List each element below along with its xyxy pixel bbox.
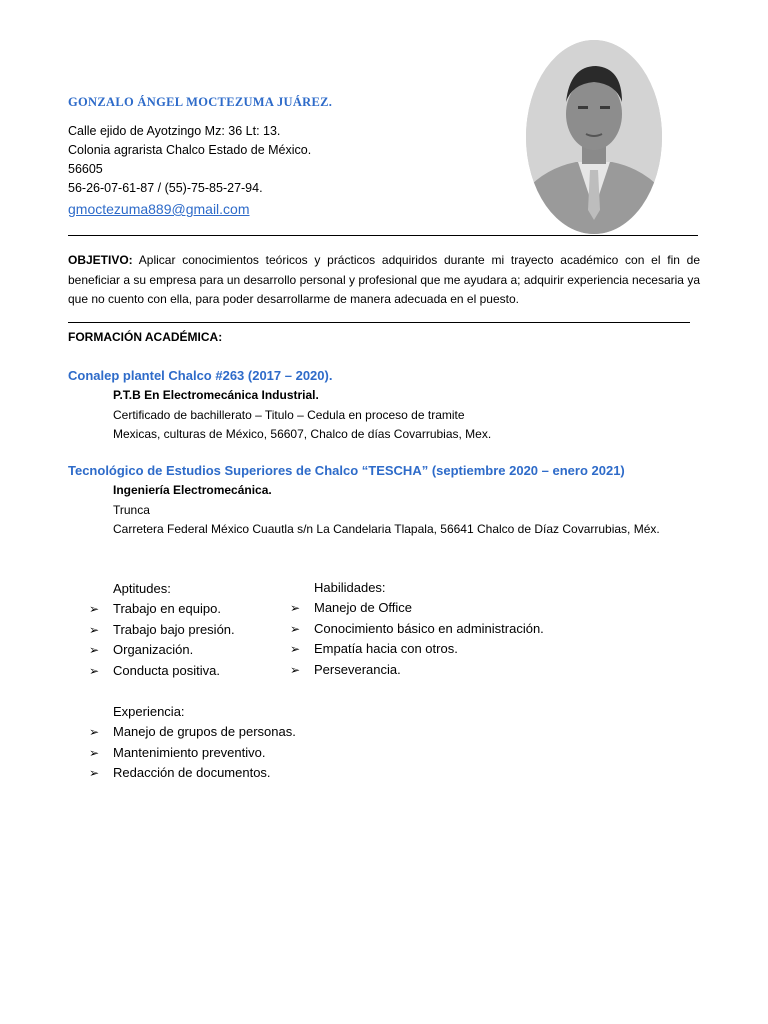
arrow-bullet-icon: ➢ (89, 602, 100, 616)
habilidades-title: Habilidades: (314, 580, 386, 595)
aptitudes-list (89, 599, 235, 681)
list-item: ➢ Conocimiento básico en administración. (290, 619, 544, 640)
arrow-bullet-icon: ➢ (89, 725, 100, 739)
degree-title: P.T.B En Electromecánica Industrial. (113, 388, 319, 402)
list-item: ➢ Manejo de grupos de personas. (89, 722, 296, 743)
objective-paragraph (68, 251, 700, 310)
list-item: ➢ Manejo de Office (290, 598, 544, 619)
list-item: ➢ Mantenimiento preventivo. (89, 743, 296, 764)
divider-middle (68, 322, 690, 323)
arrow-bullet-icon: ➢ (89, 663, 100, 678)
contact-block (68, 122, 508, 198)
experiencia-list (89, 722, 296, 784)
degree-status: Trunca (113, 502, 150, 517)
habilidades-list (290, 598, 544, 680)
list-item: ➢ Perseverancia. (290, 660, 544, 681)
arrow-bullet-icon: ➢ (290, 621, 301, 636)
school-address: Mexicas, culturas de México, 56607, Chalco de días Covarrubias, Mex. (113, 427, 492, 441)
candidate-name: GONZALO ÁNGEL MOCTEZUMA JUÁREZ. (68, 95, 333, 109)
list-item: ➢ Organización. (89, 640, 235, 661)
education-entry-details (113, 481, 660, 540)
list-item: ➢ Redacción de documentos. (89, 763, 296, 784)
email-link[interactable]: gmoctezuma889@gmail.com (68, 201, 250, 217)
postal-code: 56605 (68, 162, 103, 176)
degree-title: Ingeniería Electromecánica. (113, 483, 272, 497)
list-item: ➢ Trabajo bajo presión. (89, 620, 235, 641)
divider-top (68, 235, 698, 236)
aptitudes-title: Aptitudes: (113, 581, 171, 596)
address-line-1: Calle ejido de Ayotzingo Mz: 36 Lt: 13. (68, 124, 281, 138)
arrow-bullet-icon: ➢ (89, 643, 100, 657)
arrow-bullet-icon: ➢ (290, 642, 301, 656)
list-item: ➢ Conducta positiva. (89, 661, 235, 682)
list-item: ➢ Trabajo en equipo. (89, 599, 235, 620)
arrow-bullet-icon: ➢ (290, 662, 301, 677)
school-name: Conalep plantel Chalco #263 (2017 – 2020). (68, 368, 333, 383)
list-item: ➢ Empatía hacia con otros. (290, 639, 544, 660)
profile-photo (526, 40, 662, 234)
arrow-bullet-icon: ➢ (89, 766, 100, 780)
objective-text: Aplicar conocimientos teóricos y prácticos adquiridos durante mi trayecto académico con el fin de beneficiar a su empresa para un desarrollo personal y profesional que me ayudara a; adquirir experiencia necesaria ya que no cuento con ella, para poder desarrollarme de manera adecuada en el puesto. (68, 253, 700, 306)
education-title: FORMACIÓN ACADÉMICA: (68, 330, 223, 344)
arrow-bullet-icon: ➢ (89, 745, 100, 760)
phone-numbers: 56-26-07-61-87 / (55)-75-85-27-94. (68, 181, 263, 195)
address-line-2: Colonia agrarista Chalco Estado de México. (68, 143, 312, 157)
arrow-bullet-icon: ➢ (89, 622, 100, 637)
education-entry-details (113, 386, 491, 445)
school-name: Tecnológico de Estudios Superiores de Chalco “TESCHA” (septiembre 2020 – enero 2021) (68, 463, 625, 478)
objective-label: OBJETIVO: (68, 253, 133, 267)
degree-status: Certificado de bachillerato – Titulo – Cedula en proceso de tramite (113, 407, 465, 422)
experiencia-title: Experiencia: (113, 704, 185, 719)
school-address: Carretera Federal México Cuautla s/n La Candelaria Tlapala, 56641 Chalco de Díaz Covarrubias, Méx. (113, 522, 660, 536)
arrow-bullet-icon: ➢ (290, 601, 301, 615)
